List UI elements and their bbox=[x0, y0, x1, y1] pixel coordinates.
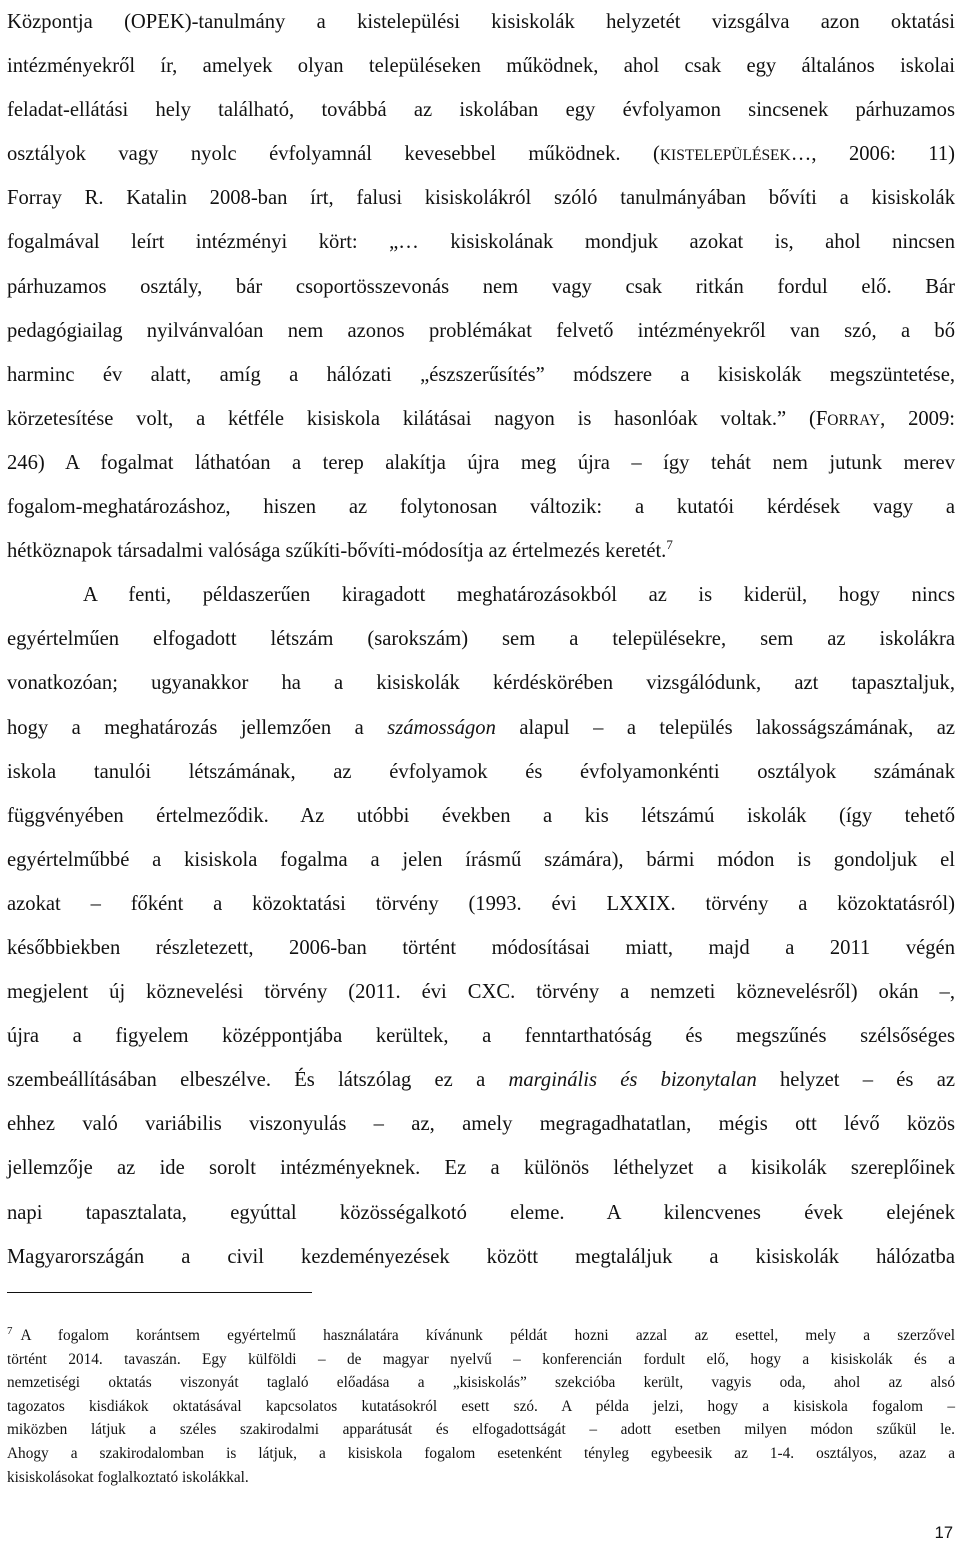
footnote-line: tagozatos kisdiákok oktatásával kapcsolatos kutatásokról esett szó. A példa jelzi, hogy a kisiskola fogalom – bbox=[7, 1397, 955, 1415]
text-line: Magyarországán a civil kezdeményezések között megtaláljuk a kisiskolák hálózatba bbox=[7, 1245, 955, 1268]
citation-small-caps: ORRAY bbox=[827, 411, 881, 429]
text-line: Központja (OPEK)-tanulmány a kistelepülési kisiskolák helyzetét vizsgálva azon oktatási bbox=[7, 11, 955, 33]
citation-small-caps: KISTELEPÜLÉSEK bbox=[659, 147, 791, 165]
text-line: A fenti, példaszerűen kiragadott meghatározásokból az is kiderül, hogy nincs bbox=[83, 584, 955, 607]
footnote-number: 7 bbox=[7, 1324, 13, 1337]
text-line: egyértelműbbé a kisiskola fogalma a jelen írásmű számára), bármi módon is gondoljuk el bbox=[7, 848, 955, 871]
text-segment: körzetesítése volt, a kétféle kisiskola kilátásai nagyon is hasonlóak voltak.” ( bbox=[7, 407, 816, 430]
text-line: egyértelműen elfogadott létszám (sarokszám) sem a településekre, sem az iskolákra bbox=[7, 628, 955, 651]
footnote-separator bbox=[7, 1292, 312, 1293]
text-line bbox=[7, 397, 955, 441]
text-line: fogalmával leírt intézményi kört: „… kisiskolának mondjuk azokat is, ahol nincsen bbox=[7, 231, 955, 254]
body-text bbox=[7, 0, 955, 1279]
footnote bbox=[7, 1324, 955, 1489]
text-line: újra a figyelem középpontjába kerültek, a fenntarthatóság és megszűnés szélsőséges bbox=[7, 1025, 955, 1048]
footnote-line: történt 2014. tavaszán. Egy külföldi – de magyar nyelvű – konferencián fordult elő, hogy a kisiskolák és a bbox=[7, 1350, 955, 1368]
footnote-line bbox=[7, 1324, 955, 1348]
text-line bbox=[7, 132, 955, 176]
footnote-line: Ahogy a szakirodalomban is látjuk, a kisiskola fogalom esetenként tényleg egybeesik az 1-4. osztályos, azaz a bbox=[7, 1444, 955, 1462]
text-line: Forray R. Katalin 2008-ban írt, falusi kisiskolákról szóló tanulmányában bővíti a kisiskolák bbox=[7, 187, 955, 210]
footnote-line: nemzetiségi oktatás viszonyát taglaló előadása a „kisiskolás” szekcióba került, vagyis oda, ahol az alsó bbox=[7, 1374, 955, 1392]
text-line: fogalom-meghatározáshoz, hiszen az folytonosan változik: a kutatói kérdések vagy a bbox=[7, 496, 955, 519]
text-line: napi tapasztalata, egyúttal közösségalkotó eleme. A kilencvenes évek elejének bbox=[7, 1201, 955, 1224]
text-line bbox=[7, 706, 955, 750]
footnote-line: kisiskolásokat foglalkoztató iskolákkal. bbox=[7, 1468, 249, 1486]
text-line: ehhez való variábilis viszonyulás – az, amely megragadhatatlan, mégis ott lévő közös bbox=[7, 1113, 955, 1136]
footnote-text: A fogalom korántsem egyértelmű használatára kívánunk példát hozni azzal az esettel, mely a szerzővel bbox=[20, 1327, 955, 1344]
page-number: 17 bbox=[934, 1524, 953, 1542]
text-line: jellemzője az ide sorolt intézményeknek. Ez a különös léthelyzet a kisikolák szereplőinek bbox=[7, 1157, 955, 1180]
footnote-line: miközben látjuk a széles szakirodalmi apparátusát és elfogadottságát – adott esetben milyen módon szűkül le. bbox=[7, 1421, 955, 1439]
citation-cap: F bbox=[815, 407, 828, 430]
text-line: pedagógiailag nyilvánvalóan nem azonos problémákat felvető intézményekről van szó, a bő bbox=[7, 319, 955, 342]
text-line: intézményekről ír, amelyek olyan településeken működnek, ahol csak egy általános iskolai bbox=[7, 55, 955, 78]
text-line: harminc év alatt, amíg a hálózati „észszerűsítés” módszere a kisiskolák megszüntetése, bbox=[7, 363, 955, 386]
citation-tail: …, 2006: 11) bbox=[790, 143, 955, 166]
text-segment: helyzet – és az bbox=[756, 1069, 955, 1092]
text-line bbox=[7, 1058, 955, 1102]
emphasis-text: marginális és bizonytalan bbox=[508, 1069, 757, 1092]
text-line: 246) A fogalmat láthatóan a terep alakítja újra meg újra – így tehát nem jutunk merev bbox=[7, 451, 955, 474]
text-line: feladat-ellátási hely található, továbbá az iskolában egy évfolyamon sincsenek párhuzamos bbox=[7, 99, 955, 122]
text-line: párhuzamos osztály, bár csoportösszevonás nem vagy csak ritkán fordul elő. Bár bbox=[7, 275, 955, 298]
text-line: vonatkozóan; ugyanakkor ha a kisiskolák kérdéskörében vizsgálódunk, azt tapasztaljuk, bbox=[7, 672, 955, 695]
text-segment: hétköznapok társadalmi valósága szűkíti-bővíti-módosítja az értelmezés keretét. bbox=[7, 540, 667, 563]
text-segment: hogy a meghatározás jellemzően a bbox=[7, 716, 388, 739]
text-line: iskola tanulói létszámának, az évfolyamok és évfolyamonkénti osztályok számának bbox=[7, 760, 955, 783]
emphasis-text: számosságon bbox=[387, 716, 496, 739]
text-segment: szembeállításában elbeszélve. És látszólag ez a bbox=[7, 1069, 509, 1092]
text-segment: osztályok vagy nyolc évfolyamnál kevesebbel működnek. ( bbox=[7, 143, 660, 166]
text-line: függvényében értelmeződik. Az utóbbi években a kis létszámú iskolák (így tehető bbox=[7, 804, 955, 827]
footnote-reference[interactable]: 7 bbox=[666, 537, 673, 553]
text-line bbox=[7, 529, 955, 573]
text-line: azokat – főként a közoktatási törvény (1993. évi LXXIX. törvény a közoktatásról) bbox=[7, 892, 955, 915]
text-segment: alapul – a település lakosságszámának, az bbox=[495, 716, 955, 739]
text-line: későbbiekben részletezett, 2006-ban történt módosításai miatt, majd a 2011 végén bbox=[7, 936, 955, 959]
citation-tail: , 2009: bbox=[880, 407, 955, 430]
text-line: megjelent új köznevelési törvény (2011. évi CXC. törvény a nemzeti köznevelésről) okán –, bbox=[7, 981, 955, 1004]
